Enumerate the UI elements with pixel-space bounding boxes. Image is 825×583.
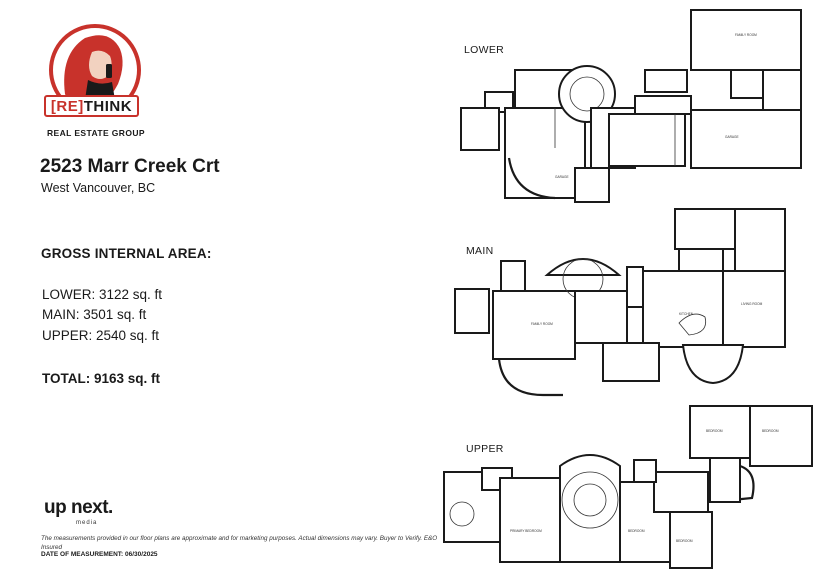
svg-text:BEDROOM: BEDROOM <box>628 529 645 533</box>
area-lower: LOWER: 3122 sq. ft <box>42 287 163 302</box>
company-logo: up next. <box>44 497 113 518</box>
logo-wordmark <box>44 95 139 117</box>
svg-text:BEDROOM: BEDROOM <box>676 539 693 543</box>
svg-text:BEDROOM: BEDROOM <box>706 429 723 433</box>
logo-wordmark-suffix: THINK <box>83 97 133 115</box>
svg-text:PRIMARY BEDROOM: PRIMARY BEDROOM <box>510 529 542 533</box>
floorplan-upper <box>440 402 825 583</box>
floor-label-upper: UPPER <box>466 443 504 455</box>
logo-wordmark-prefix: [RE] <box>50 97 84 115</box>
floorplan-main <box>443 205 793 400</box>
area-main: MAIN: 3501 sq. ft <box>42 307 147 322</box>
svg-text:GARAGE: GARAGE <box>555 175 569 179</box>
disclaimer: The measurements provided in our floor plans are approximate and for marketing purposes. Actual dimensions may vary. Buyer to Verify. E&O Insured <box>41 535 438 551</box>
floor-label-main: MAIN <box>466 245 494 257</box>
company-logo-sub: media <box>76 520 98 526</box>
property-city: West Vancouver, BC <box>41 181 156 195</box>
svg-text:BEDROOM: BEDROOM <box>762 429 779 433</box>
logo-tagline: REAL ESTATE GROUP <box>47 128 145 138</box>
area-upper: UPPER: 2540 sq. ft <box>42 328 160 343</box>
svg-text:LIVING ROOM: LIVING ROOM <box>741 302 763 306</box>
svg-text:GARAGE: GARAGE <box>725 135 739 139</box>
floorplan-lower <box>455 8 807 208</box>
area-total: TOTAL: 9163 sq. ft <box>42 371 161 386</box>
floor-label-lower: LOWER <box>464 44 505 56</box>
rethink-logo <box>40 24 150 142</box>
svg-text:KITCHEN: KITCHEN <box>679 312 693 316</box>
property-address: 2523 Marr Creek Crt <box>40 156 220 177</box>
area-heading: GROSS INTERNAL AREA: <box>41 246 212 261</box>
date-of-measurement: DATE OF MEASUREMENT: 06/30/2025 <box>41 551 158 558</box>
svg-text:FAMILY ROOM: FAMILY ROOM <box>735 33 757 37</box>
svg-text:FAMILY ROOM: FAMILY ROOM <box>531 322 553 326</box>
